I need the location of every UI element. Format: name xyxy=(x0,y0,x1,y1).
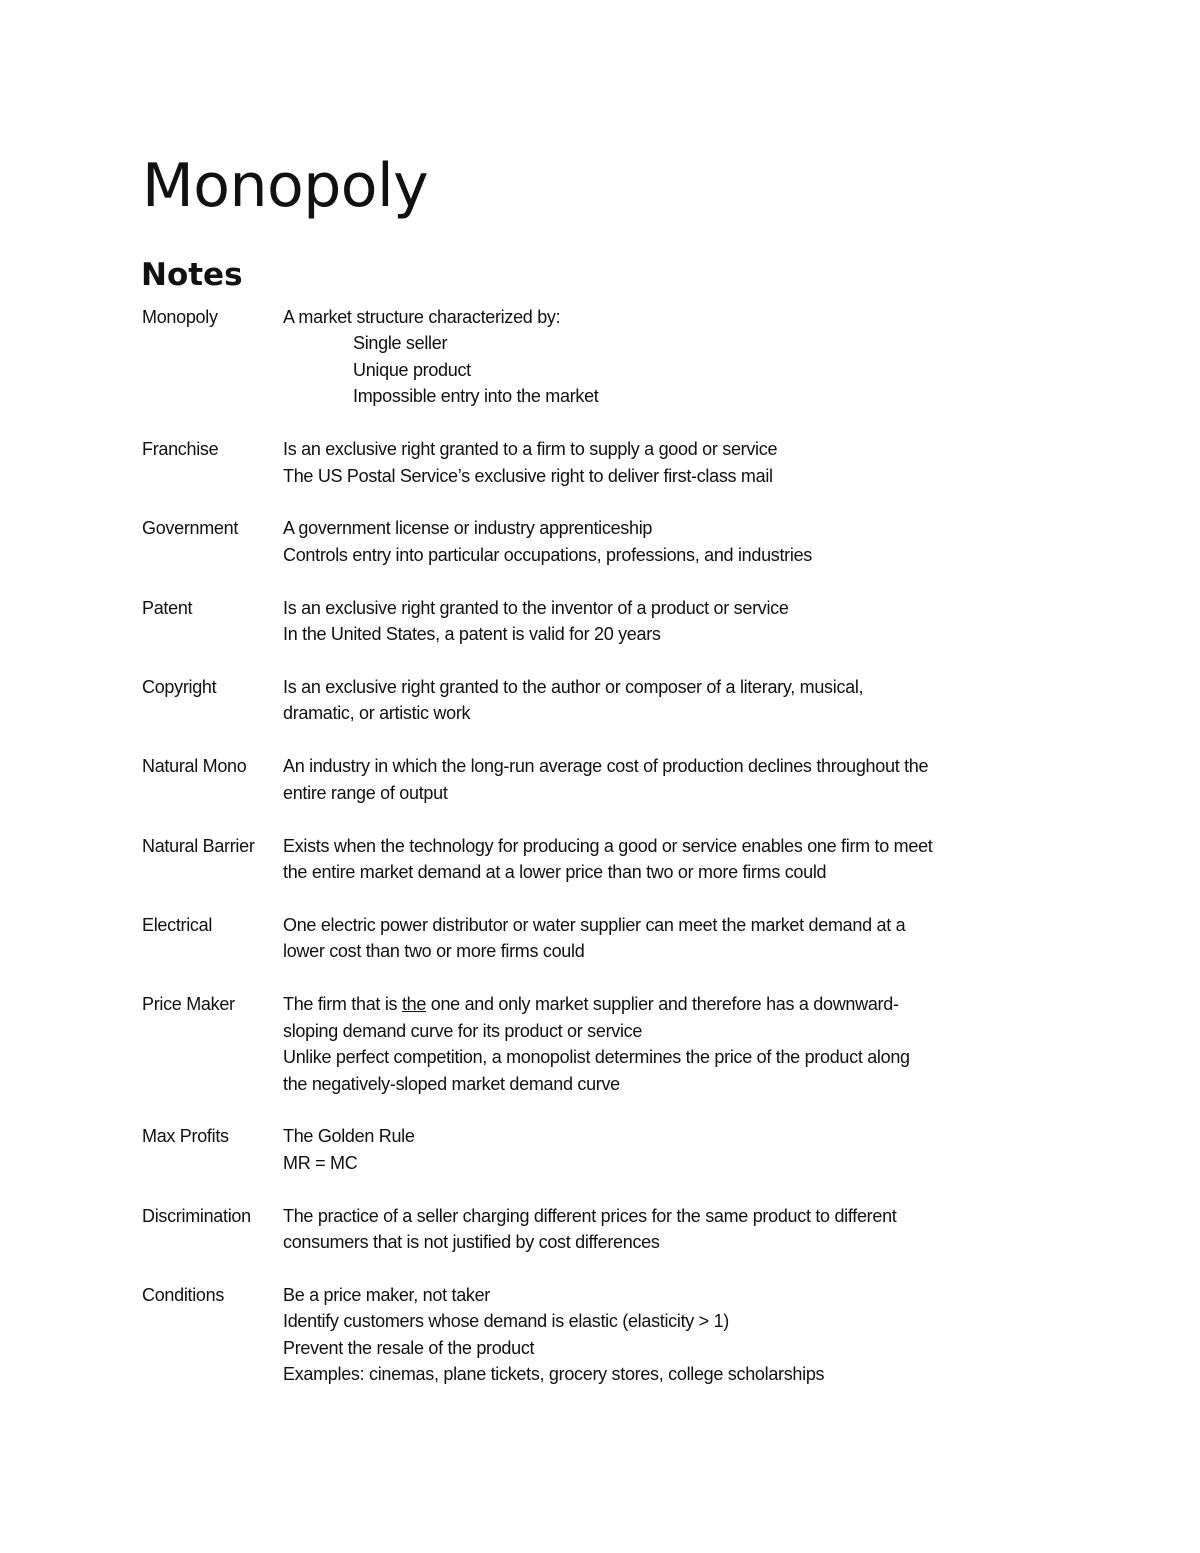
definition-line: A market structure characterized by: xyxy=(283,307,561,327)
definition-text: one and only market supplier and therefore has a downward- xyxy=(426,994,899,1015)
note-definition xyxy=(283,304,1082,410)
definition-line: In the United States, a patent is valid for 20 years xyxy=(283,624,661,645)
definition-line: An industry in which the long-run average cost of production declines throughout the xyxy=(283,756,929,777)
definition-line: the entire market demand at a lower price than two or more firms could xyxy=(283,862,827,883)
definition-line: consumers that is not justified by cost differences xyxy=(283,1232,660,1253)
page-title: Monopoly xyxy=(142,151,429,221)
note-definition xyxy=(283,1123,1082,1176)
definition-line: Unlike perfect competition, a monopolist determines the price of the product along xyxy=(283,1047,910,1068)
definition-line: The US Postal Service’s exclusive right to deliver first-class mail xyxy=(283,465,773,486)
definition-sub-item: Single seller xyxy=(353,333,448,354)
definition-line xyxy=(283,991,1082,1017)
note-term: Discrimination xyxy=(142,1205,251,1226)
definition-line: entire range of output xyxy=(283,782,448,803)
section-heading-notes: Notes xyxy=(141,257,243,293)
note-definition xyxy=(283,833,1082,886)
definition-line: Examples: cinemas, plane tickets, grocery stores, college scholarships xyxy=(283,1364,825,1385)
note-term: Franchise xyxy=(142,439,219,460)
note-term: Monopoly xyxy=(142,307,218,327)
note-definition xyxy=(283,1282,1082,1388)
note-entry-franchise xyxy=(142,436,1082,489)
note-term: Natural Mono xyxy=(142,756,247,777)
definition-line: The practice of a seller charging different prices for the same product to different xyxy=(283,1205,897,1226)
note-definition xyxy=(283,674,1082,727)
definition-line: Is an exclusive right granted to the author or composer of a literary, musical, xyxy=(283,677,864,698)
definition-line: sloping demand curve for its product or service xyxy=(283,1020,643,1041)
note-definition xyxy=(283,515,1082,568)
note-definition xyxy=(283,436,1082,489)
definition-line: dramatic, or artistic work xyxy=(283,703,471,724)
note-entry-monopoly xyxy=(142,304,1082,410)
note-term: Price Maker xyxy=(142,994,235,1015)
note-entry-natural-barrier xyxy=(142,833,1082,886)
note-definition xyxy=(283,595,1082,648)
definition-line: Prevent the resale of the product xyxy=(283,1337,535,1358)
note-term: Max Profits xyxy=(142,1126,229,1147)
note-entry-natural-mono xyxy=(142,753,1082,806)
definition-sub-item: Unique product xyxy=(353,359,471,380)
note-term: Copyright xyxy=(142,677,217,698)
definition-line: MR = MC xyxy=(283,1152,358,1173)
note-entry-copyright xyxy=(142,674,1082,727)
definition-line: the negatively-sloped market demand curve xyxy=(283,1073,620,1094)
note-term: Conditions xyxy=(142,1285,225,1306)
note-entry-price-maker xyxy=(142,991,1082,1097)
definition-line: A government license or industry apprenticeship xyxy=(283,518,653,539)
definition-sub-item: Impossible entry into the market xyxy=(353,386,599,407)
note-definition xyxy=(283,912,1082,965)
underlined-emphasis: the xyxy=(401,994,427,1015)
definition-line: Is an exclusive right granted to the inventor of a product or service xyxy=(283,597,789,618)
definition-text: The firm that is xyxy=(283,994,402,1015)
definition-line: Controls entry into particular occupations, professions, and industries xyxy=(283,544,812,565)
note-definition xyxy=(283,753,1082,806)
note-definition xyxy=(283,1203,1082,1256)
note-term: Patent xyxy=(142,597,193,618)
note-entry-patent xyxy=(142,595,1082,648)
definition-line: Identify customers whose demand is elastic (elasticity > 1) xyxy=(283,1311,729,1332)
note-term: Natural Barrier xyxy=(142,835,255,856)
definition-line: lower cost than two or more firms could xyxy=(283,941,585,962)
note-definition xyxy=(283,991,1082,1097)
definition-line: One electric power distributor or water supplier can meet the market demand at a xyxy=(283,915,906,935)
note-entry-electrical xyxy=(142,912,1082,965)
note-entry-discrimination xyxy=(142,1203,1082,1256)
note-term: Electrical xyxy=(142,915,213,935)
definition-line: Be a price maker, not taker xyxy=(283,1285,491,1306)
note-entry-conditions xyxy=(142,1282,1082,1388)
note-entry-government xyxy=(142,515,1082,568)
note-term: Government xyxy=(142,518,239,539)
definition-line: Is an exclusive right granted to a firm to supply a good or service xyxy=(283,439,778,460)
definition-line: Exists when the technology for producing a good or service enables one firm to meet xyxy=(283,835,933,856)
definition-line: The Golden Rule xyxy=(283,1126,415,1147)
notes-list xyxy=(142,304,1082,1414)
note-entry-max-profits xyxy=(142,1123,1082,1176)
